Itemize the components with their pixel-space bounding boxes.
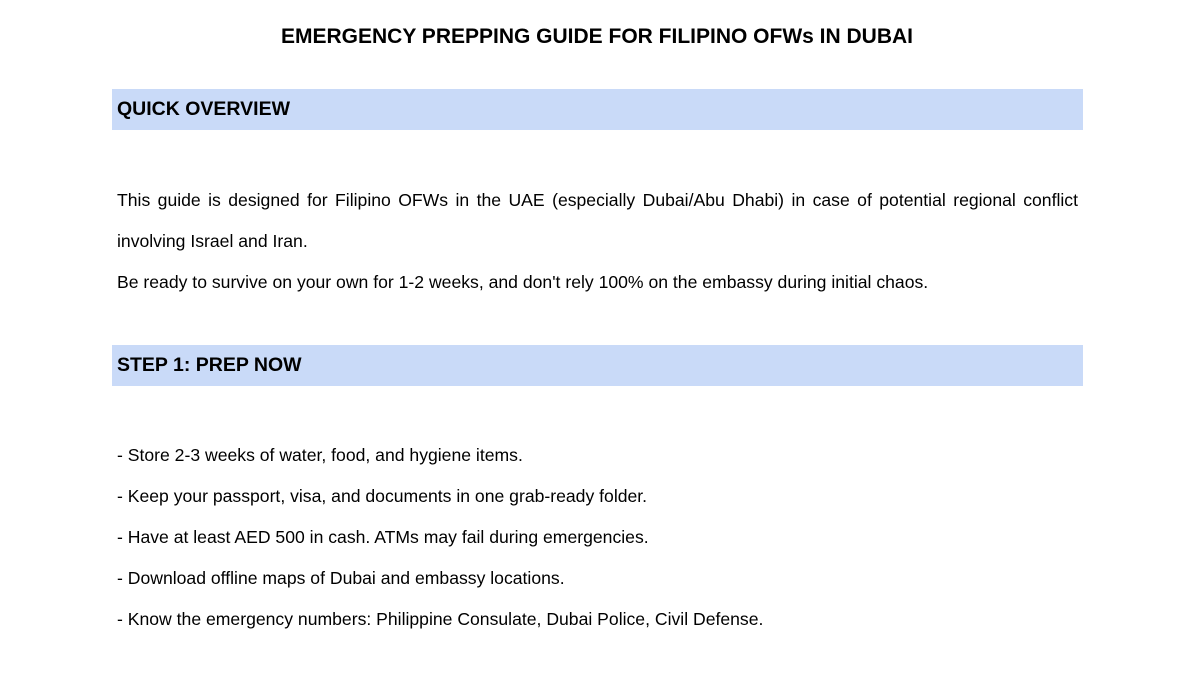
- overview-paragraph: Be ready to survive on your own for 1-2 weeks, and don't rely 100% on the embassy during initial chaos.: [117, 272, 929, 292]
- list-item: - Download offline maps of Dubai and embassy locations.: [117, 568, 565, 588]
- list-item: - Store 2-3 weeks of water, food, and hygiene items.: [117, 445, 523, 465]
- overview-paragraph: This guide is designed for Filipino OFWs in the UAE (especially Dubai/Abu Dhabi) in case of potential regional conflict involving Israel and Iran.: [117, 190, 1078, 251]
- section-heading-step-1: STEP 1: PREP NOW: [112, 345, 1083, 386]
- section-heading-quick-overview: QUICK OVERVIEW: [112, 89, 1083, 130]
- document-title: EMERGENCY PREPPING GUIDE FOR FILIPINO OFWs IN DUBAI: [281, 25, 913, 48]
- step-1-list: [117, 435, 1078, 640]
- list-item: - Keep your passport, visa, and documents in one grab-ready folder.: [117, 486, 648, 506]
- list-item: - Know the emergency numbers: Philippine Consulate, Dubai Police, Civil Defense.: [117, 609, 764, 629]
- list-item: - Have at least AED 500 in cash. ATMs may fail during emergencies.: [117, 527, 649, 547]
